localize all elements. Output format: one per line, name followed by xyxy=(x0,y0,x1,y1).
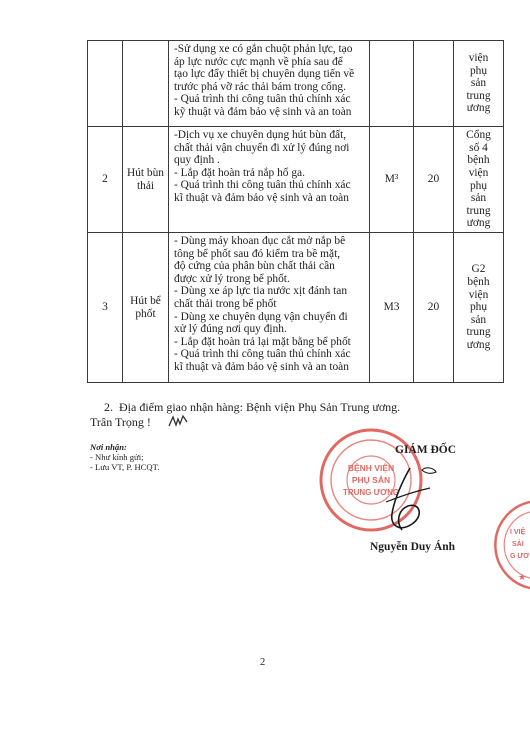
description-line: kĩ thuật và đảm bảo vệ sinh và an toàn xyxy=(174,360,349,373)
location-line: phụ xyxy=(469,64,488,77)
location-line: G2 xyxy=(471,263,486,276)
recipient-item: - Như kính gửi; xyxy=(90,452,144,462)
location-line: phụ xyxy=(469,179,488,192)
service-table xyxy=(87,40,504,383)
description-line: áp lực nước cực mạnh về phía sau để xyxy=(174,55,343,68)
service-name-line: thải xyxy=(136,179,155,192)
svg-text:G ƯƠ: G ƯƠ xyxy=(510,553,530,560)
signer-name: Nguyễn Duy Ánh xyxy=(370,541,455,553)
table-row xyxy=(88,127,504,233)
cell-unit xyxy=(370,41,414,127)
location-line: viện xyxy=(468,288,489,301)
service-name-line: phốt xyxy=(135,307,156,320)
cell-quantity xyxy=(414,41,454,127)
signature-title: GIÁM ĐỐC xyxy=(395,444,457,456)
svg-text:★: ★ xyxy=(518,572,527,582)
description-line: - Quá trình thi công tuân thủ chính xác xyxy=(174,93,351,106)
partial-seal-stamp xyxy=(494,500,530,590)
service-name-line: Hút bể xyxy=(130,294,161,307)
cell-location xyxy=(454,41,504,127)
description-line: - Quá trình thi công tuân thủ chính xác xyxy=(174,179,351,192)
location-line: sản xyxy=(470,192,487,205)
description-line: - Quá trình thi công tuân thủ chính xác xyxy=(174,348,351,361)
description-line: -Dịch vụ xe chuyên dụng hút bùn đất, xyxy=(174,129,347,141)
description-line: - Dùng xe chuyên dụng vận chuyển đi xyxy=(174,310,348,323)
svg-text:SẢI: SẢI xyxy=(512,541,524,548)
location-line: viện xyxy=(468,52,489,65)
cell-stt: 2 xyxy=(88,127,123,233)
cell-stt: 3 xyxy=(88,233,123,383)
location-line: ương xyxy=(466,338,491,351)
location-line: trung xyxy=(466,204,491,217)
recipients-heading: Nơi nhận: xyxy=(90,442,127,452)
description-line: tạo lực đẩy thiết bị chuyên dụng tiến về xyxy=(174,68,355,81)
description-line: chất thải trong bể phốt xyxy=(174,297,277,310)
regards-text: Trân Trọng ! xyxy=(90,415,151,429)
location-line: ương xyxy=(466,217,491,230)
cell-quantity: 20 xyxy=(414,233,454,383)
location-line: Cổng xyxy=(466,129,491,142)
description-line: quy định . xyxy=(174,154,220,167)
page-number: 2 xyxy=(260,657,266,668)
cell-unit: M3 xyxy=(370,233,414,383)
description-line: kỹ thuật và đảm bảo vệ sinh và an toàn xyxy=(174,105,352,118)
description-line: tông bể phốt sau đó kiểm tra bề mặt, xyxy=(174,247,341,260)
location-line: bệnh xyxy=(467,154,490,167)
location-line: bệnh xyxy=(467,276,490,289)
cell-description xyxy=(169,233,370,383)
seal-line-2: PHỤ SẢN xyxy=(351,475,391,485)
description-line: kĩ thuật và đảm bảo vệ sinh và an toàn xyxy=(174,191,349,204)
table-row xyxy=(88,41,504,127)
svg-text:I VIỆ: I VIỆ xyxy=(510,529,526,536)
description-line: trước phá vỡ rác thải bám trong cống. xyxy=(174,80,346,93)
location-line: ương xyxy=(466,102,491,115)
description-line: chất thải vận chuyển đi xử lý đúng nơi xyxy=(174,141,350,154)
delivery-text: Địa điểm giao nhận hàng: Bệnh viện Phụ Sản Trung ương. xyxy=(119,400,401,414)
service-name-line: Hút bùn xyxy=(126,166,165,179)
location-line: trung xyxy=(466,326,491,339)
cell-service-name xyxy=(123,41,169,127)
seal-line-1: BỆNH VIỆN xyxy=(347,463,395,473)
cell-description xyxy=(169,41,370,127)
description-line: - Lắp đặt hoàn trả lại mặt bằng bể phốt xyxy=(174,335,351,348)
initial-signature-mark xyxy=(167,413,189,429)
location-line: trung xyxy=(466,89,491,102)
location-line: sản xyxy=(470,313,487,326)
cell-quantity: 20 xyxy=(414,127,454,233)
location-line: phụ xyxy=(469,301,488,314)
description-line: - Lắp đặt hoàn trả nắp hố ga. xyxy=(174,166,305,179)
location-line: số 4 xyxy=(469,141,488,154)
description-line: -Sử dụng xe có gắn chuột phản lực, tạo xyxy=(174,43,353,55)
delivery-note xyxy=(104,400,400,415)
seal-line-3: TRUNG ƯƠNG xyxy=(342,488,400,497)
delivery-number: 2. xyxy=(104,400,113,414)
recipient-item: - Lưu VT, P. HCQT. xyxy=(90,462,160,472)
location-line: viện xyxy=(468,166,489,179)
description-line: xử lý đúng nơi quy định. xyxy=(174,323,287,336)
cell-unit: M³ xyxy=(370,127,414,233)
cell-service-name xyxy=(123,233,169,383)
description-line: - Dùng máy khoan đục cắt mở nắp bê xyxy=(174,235,346,247)
description-line: được xử lý trong bể phốt. xyxy=(174,272,290,285)
description-line: - Dùng xe áp lực tia nước xịt đánh tan xyxy=(174,285,348,298)
cell-location xyxy=(454,127,504,233)
table-row xyxy=(88,233,504,383)
cell-service-name xyxy=(123,127,169,233)
cell-description xyxy=(169,127,370,233)
director-signature xyxy=(372,462,442,542)
cell-stt xyxy=(88,41,123,127)
location-line: sản xyxy=(470,77,487,90)
cell-location xyxy=(454,233,504,383)
description-line: độ cứng của phân bùn chất thải cần xyxy=(174,260,335,273)
recipients-block xyxy=(90,442,159,472)
